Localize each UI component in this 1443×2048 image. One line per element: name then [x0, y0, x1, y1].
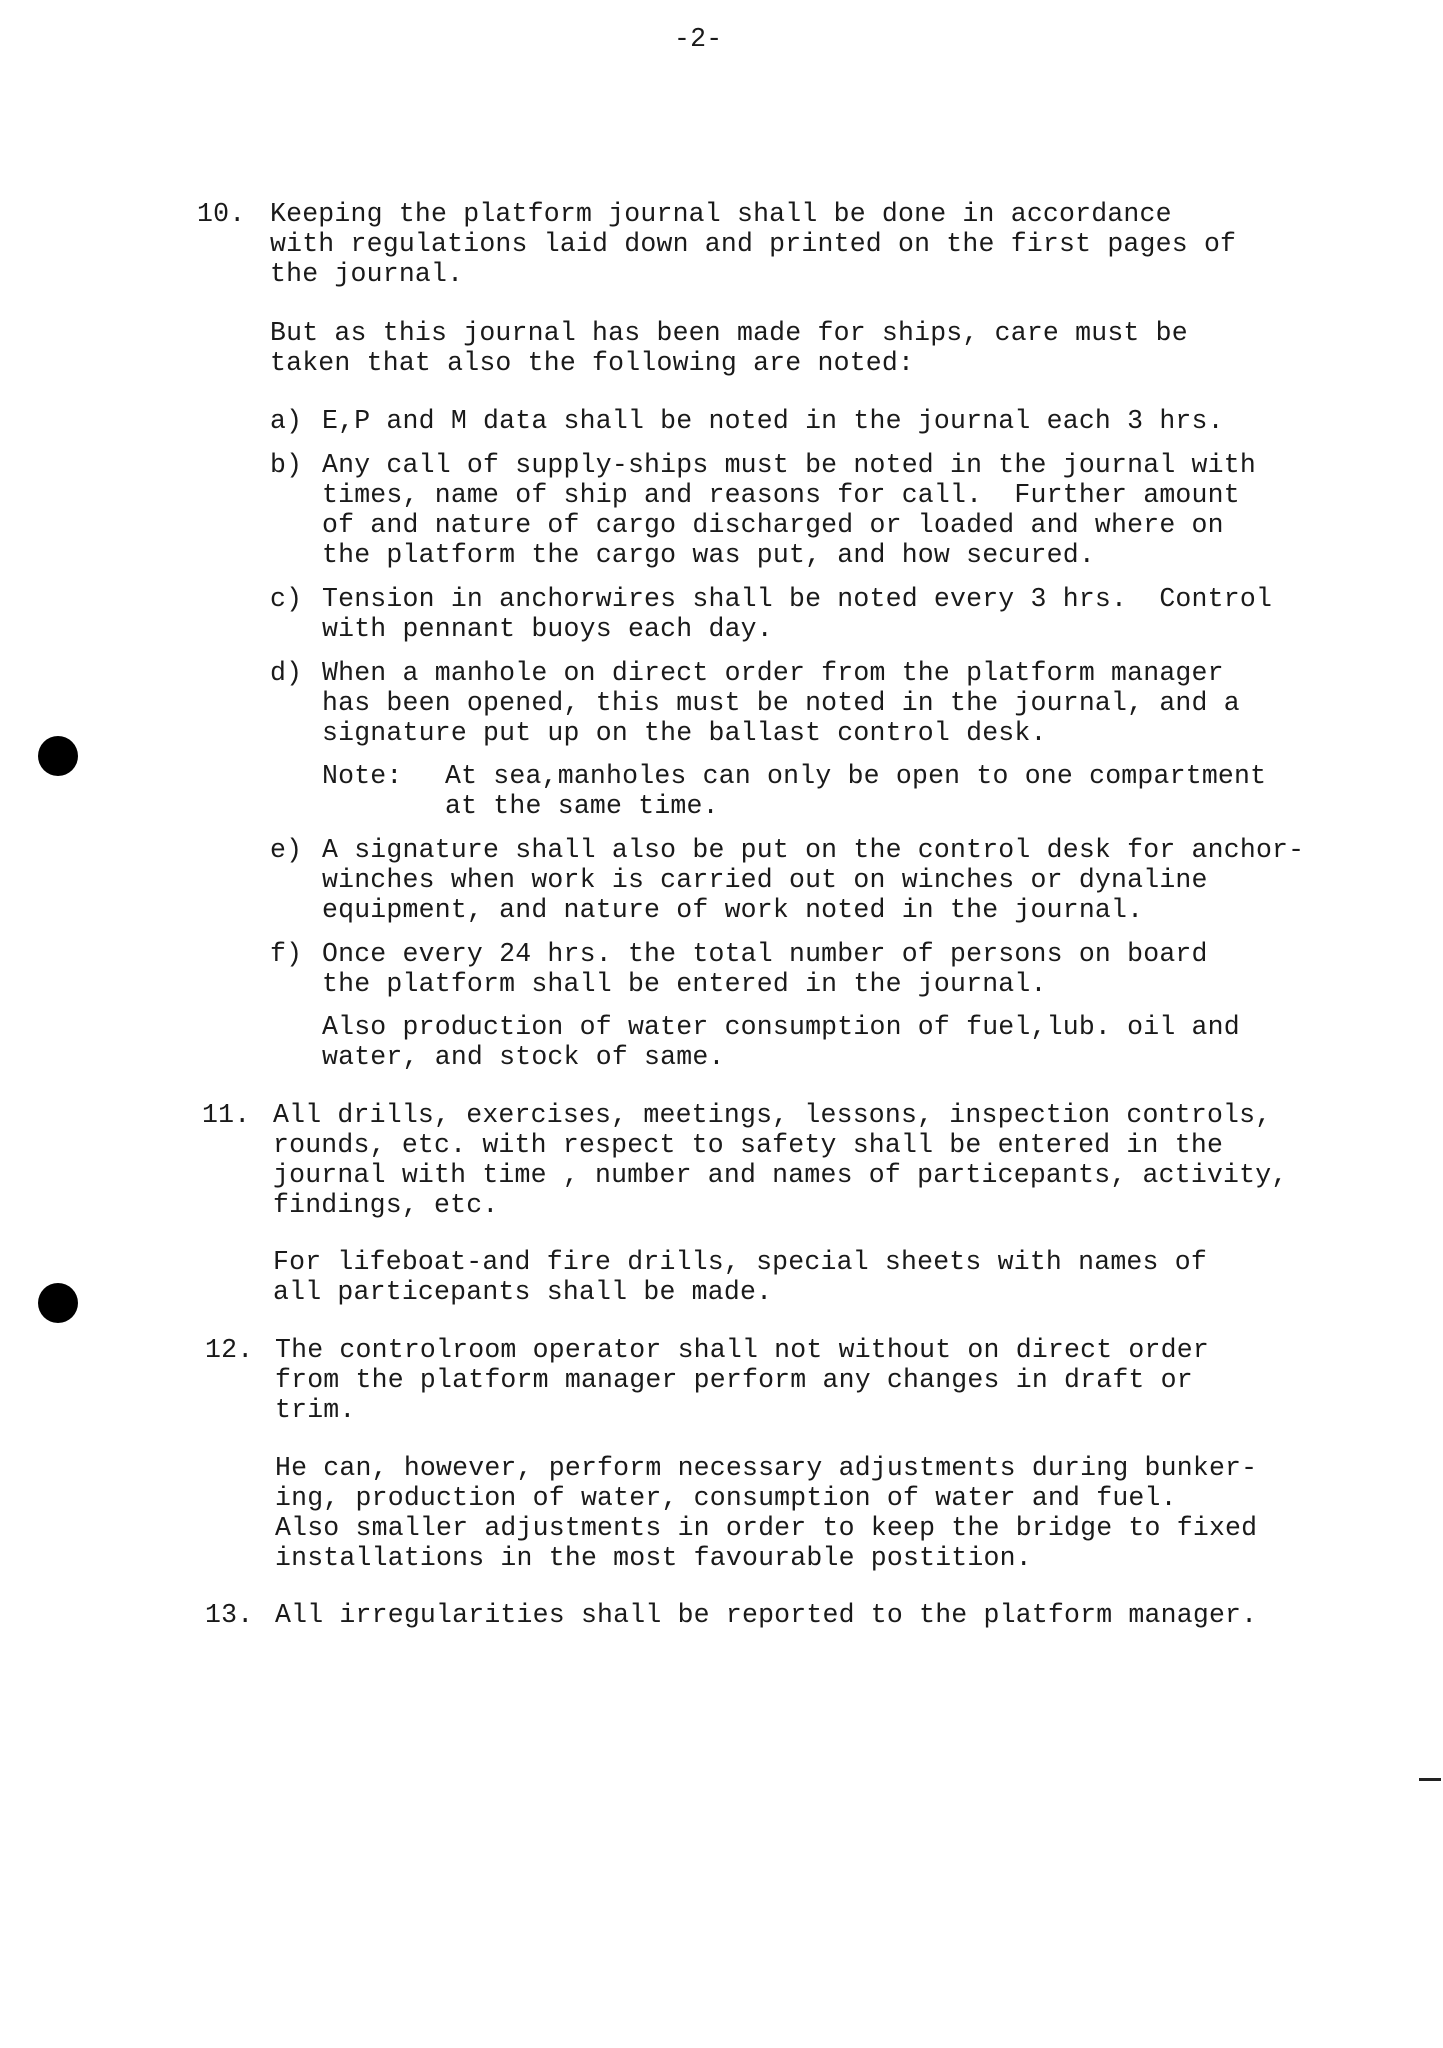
section-text-line: All drills, exercises, meetings, lessons, inspection controls,	[273, 1100, 1272, 1130]
note-label: Note:	[322, 761, 403, 791]
section-number: 13.	[205, 1600, 254, 1630]
list-item-text: of and nature of cargo discharged or loaded and where on	[322, 510, 1224, 540]
section-text-line: journal with time , number and names of particepants, activity,	[273, 1160, 1288, 1190]
section-number: 12.	[205, 1335, 254, 1365]
list-item-text: has been opened, this must be noted in the journal, and a	[322, 688, 1240, 718]
punch-hole-upper	[38, 736, 78, 776]
section-text-line: findings, etc.	[273, 1190, 499, 1220]
section-text-line: Also smaller adjustments in order to keep the bridge to fixed	[275, 1513, 1258, 1543]
list-item-text: Tension in anchorwires shall be noted every 3 hrs. Control	[322, 584, 1273, 614]
list-item-text: When a manhole on direct order from the platform manager	[322, 658, 1224, 688]
section-text-line: He can, however, perform necessary adjustments during bunker-	[275, 1453, 1258, 1483]
section-text-line: taken that also the following are noted:	[270, 348, 915, 378]
section-text-line: trim.	[275, 1395, 356, 1425]
list-item-label: a)	[270, 406, 303, 436]
section-text-line: For lifeboat-and fire drills, special sheets with names of	[273, 1247, 1207, 1277]
list-item-label: e)	[270, 835, 303, 865]
section-text-line: rounds, etc. with respect to safety shall be entered in the	[273, 1130, 1224, 1160]
page-number: -2-	[674, 24, 723, 54]
section-text-line: with regulations laid down and printed on the first pages of	[270, 229, 1237, 259]
section-text-line: ing, production of water, consumption of water and fuel.	[275, 1483, 1177, 1513]
section-text-line: The controlroom operator shall not without on direct order	[275, 1335, 1209, 1365]
list-item-text: Once every 24 hrs. the total number of persons on board	[322, 939, 1208, 969]
section-number: 11.	[202, 1100, 251, 1130]
list-item-text: water, and stock of same.	[322, 1042, 725, 1072]
list-item-label: b)	[270, 450, 303, 480]
section-text-line: all particepants shall be made.	[273, 1277, 773, 1307]
section-text-line: Keeping the platform journal shall be done in accordance	[270, 199, 1172, 229]
list-item-text: times, name of ship and reasons for call. Further amount	[322, 480, 1240, 510]
note-text: at the same time.	[445, 791, 719, 821]
list-item-label: d)	[270, 658, 303, 688]
list-item-text: with pennant buoys each day.	[322, 614, 773, 644]
list-item-text: Also production of water consumption of fuel,lub. oil and	[322, 1012, 1240, 1042]
note-text: At sea,manholes can only be open to one compartment	[445, 761, 1267, 791]
list-item-text: winches when work is carried out on winches or dynaline	[322, 865, 1208, 895]
list-item-text: signature put up on the ballast control desk.	[322, 718, 1047, 748]
list-item-text: the platform shall be entered in the journal.	[322, 969, 1047, 999]
section-text-line: All irregularities shall be reported to the platform manager.	[275, 1600, 1258, 1630]
edge-mark	[1419, 1778, 1441, 1781]
section-number: 10.	[197, 199, 246, 229]
section-text-line: from the platform manager perform any changes in draft or	[275, 1365, 1193, 1395]
list-item-text: equipment, and nature of work noted in the journal.	[322, 895, 1144, 925]
list-item-text: Any call of supply-ships must be noted in the journal with	[322, 450, 1256, 480]
list-item-label: f)	[270, 939, 303, 969]
list-item-text: the platform the cargo was put, and how secured.	[322, 540, 1095, 570]
section-text-line: installations in the most favourable postition.	[275, 1543, 1032, 1573]
list-item-text: E,P and M data shall be noted in the journal each 3 hrs.	[322, 406, 1224, 436]
section-text-line: But as this journal has been made for ships, care must be	[270, 318, 1188, 348]
list-item-label: c)	[270, 584, 303, 614]
list-item-text: A signature shall also be put on the control desk for anchor-	[322, 835, 1305, 865]
section-text-line: the journal.	[270, 259, 464, 289]
punch-hole-lower	[38, 1283, 78, 1323]
